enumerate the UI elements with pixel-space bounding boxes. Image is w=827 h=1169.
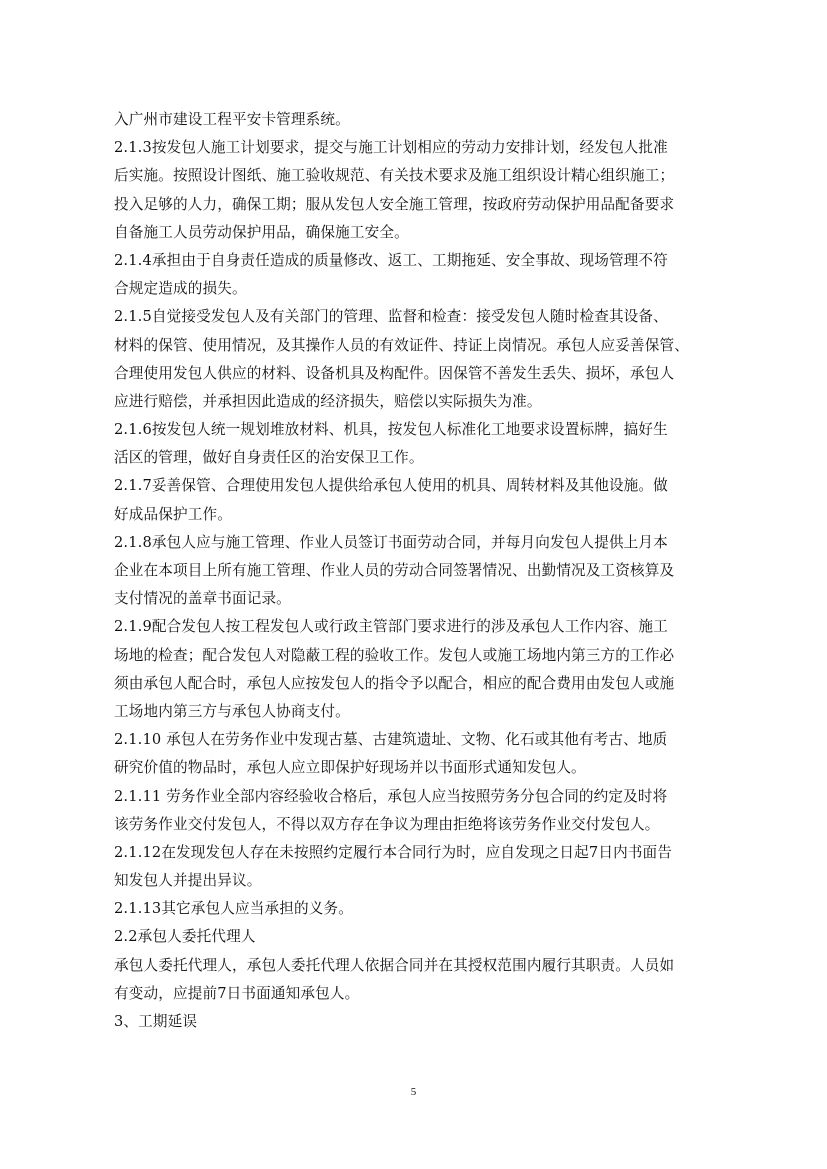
text-line: 企业在本项目上所有施工管理、作业人员的劳动合同签署情况、出勤情况及工资核算及 — [114, 562, 675, 579]
text-line: 合规定造成的损失。 — [114, 280, 247, 298]
text-line: 2.1.5自觉接受发包人及有关部门的管理、监督和检查：接受发包人随时检查其设备、 — [114, 308, 668, 326]
text-line: 2.1.13其它承包人应当承担的义务。 — [114, 900, 353, 918]
text-line: 2.1.8承包人应与施工管理、作业人员签订书面劳动合同，并每月向发包人提供上月本 — [114, 533, 668, 551]
text-line: 场地的检查；配合发包人对隐蔽工程的验收工作。发包人或施工场地内第三方的工作必 — [114, 646, 675, 664]
text-line: 自备施工人员劳动保护用品，确保施工安全。 — [114, 223, 409, 241]
text-line: 合理使用发包人供应的材料、设备机具及构配件。因保管不善发生丢失、损坏，承包人 — [114, 364, 675, 382]
text-line: 研究价值的物品时，承包人应立即保护好现场并以书面形式通知发包人。 — [114, 759, 586, 777]
text-line: 2.1.9配合发包人按工程发包人或行政主管部门要求进行的涉及承包人工作内容、施工 — [114, 618, 668, 636]
text-line: 知发包人并提出异议。 — [114, 872, 262, 890]
text-line: 投入足够的人力，确保工期；服从发包人安全施工管理，按政府劳动保护用品配备要求 — [114, 195, 675, 213]
text-line: 好成品保护工作。 — [114, 505, 232, 523]
text-line: 活区的管理，做好自身责任区的治安保卫工作。 — [114, 449, 424, 467]
text-line: 应进行赔偿，并承担因此造成的经济损失，赔偿以实际损失为准。 — [114, 392, 542, 410]
text-line: 该劳务作业交付发包人，不得以双方存在争议为理由拒绝将该劳务作业交付发包人。 — [114, 815, 660, 833]
text-line: 材料的保管、使用情况，及其操作人员的有效证件、持证上岗情况。承包人应妥善保管、 — [114, 336, 690, 354]
text-line: 2.1.4承担由于自身责任造成的质量修改、返工、工期拖延、安全事故、现场管理不符 — [114, 251, 668, 269]
section-heading: 2.2承包人委托代理人 — [114, 928, 256, 946]
text-line: 2.1.12在发现发包人存在未按照约定履行本合同行为时，应自发现之日起7日内书面告 — [114, 843, 673, 861]
text-line: 承包人委托代理人，承包人委托代理人依据合同并在其授权范围内履行其职责。人员如 — [114, 956, 675, 974]
section-heading: 3、工期延误 — [114, 1013, 198, 1030]
text-line: 2.1.6按发包人统一规划堆放材料、机具，按发包人标准化工地要求设置标牌，搞好生 — [114, 421, 668, 439]
text-line: 后实施。按照设计图纸、施工验收规范、有关技术要求及施工组织设计精心组织施工； — [114, 167, 675, 185]
text-line: 入广州市建设工程平安卡管理系统。 — [114, 111, 350, 128]
text-line: 2.1.3按发包人施工计划要求，提交与施工计划相应的劳动力安排计划，经发包人批准 — [114, 139, 668, 157]
text-line: 2.1.11 劳务作业全部内容经验收合格后，承包人应当按照劳务分包合同的约定及时将 — [114, 787, 668, 805]
text-line: 须由承包人配合时，承包人应按发包人的指令予以配合，相应的配合费用由发包人或施 — [114, 674, 675, 692]
text-line: 有变动，应提前7日书面通知承包人。 — [114, 984, 360, 1002]
text-line: 工场地内第三方与承包人协商支付。 — [114, 702, 350, 720]
text-line: 2.1.10 承包人在劳务作业中发现古墓、古建筑遗址、文物、化石或其他有考古、地质 — [114, 731, 668, 749]
page-number: 5 — [410, 1086, 417, 1098]
text-line: 支付情况的盖章书面记录。 — [114, 590, 291, 608]
body-text — [114, 106, 714, 1036]
text-line: 2.1.7妥善保管、合理使用发包人提供给承包人使用的机具、周转材料及其他设施。做 — [114, 477, 668, 495]
